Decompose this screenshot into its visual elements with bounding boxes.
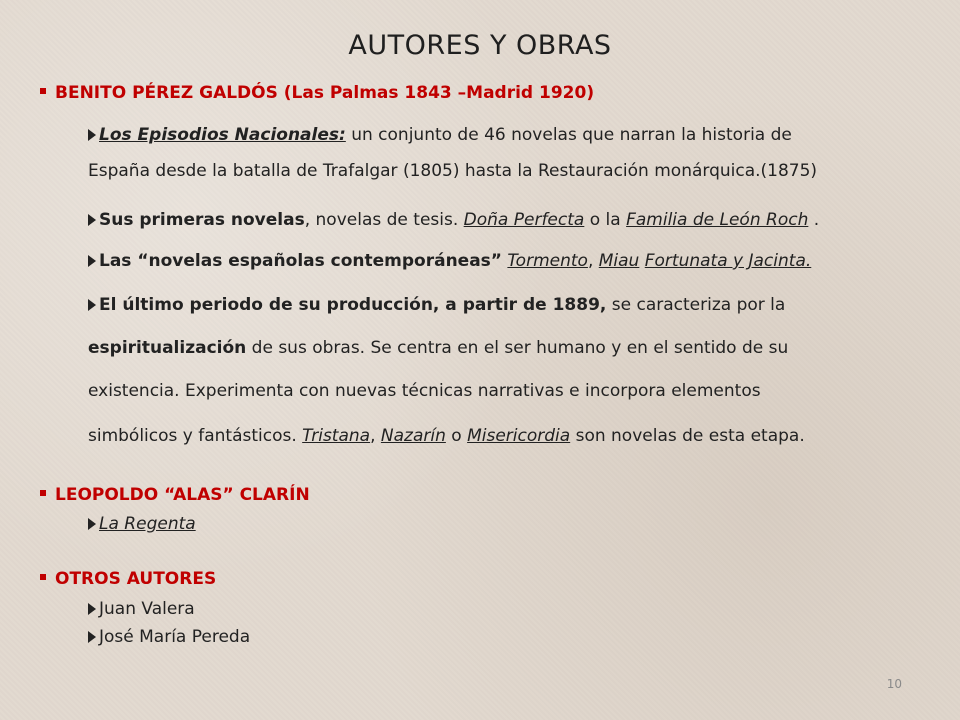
- ultimo-bold: El último periodo de su producción, a partir de 1889,: [99, 295, 607, 315]
- work-dona-perfecta: Doña Perfecta: [463, 210, 585, 230]
- clarin-heading-row: [40, 485, 310, 505]
- work-tormento: Tormento: [507, 251, 588, 271]
- bullet-square-icon: [40, 574, 46, 580]
- episodios-text-1: un conjunto de 46 novelas que narran la historia de: [345, 125, 792, 145]
- ultimo-end: son novelas de esta etapa.: [570, 426, 805, 446]
- work-tristana: Tristana: [302, 426, 371, 446]
- work-misericordia: Misericordia: [467, 426, 571, 446]
- contemp-sep-1: ,: [587, 251, 599, 271]
- episodios-title: Los Episodios Nacionales:: [99, 125, 346, 145]
- arrow-bullet-icon: [88, 255, 96, 267]
- episodios-line-1: [88, 125, 792, 145]
- page-number: 10: [886, 677, 902, 691]
- contemp-bold: Las “novelas españolas contemporáneas”: [99, 251, 502, 271]
- clarin-work-line: [88, 514, 196, 534]
- contemp-line: [88, 251, 811, 271]
- ultimo-line-2-bold: espiritualización: [88, 338, 247, 358]
- ultimo-sep-1: ,: [370, 426, 381, 446]
- ultimo-line-2: [88, 338, 788, 358]
- ultimo-line-3: existencia. Experimenta con nuevas técnicas narrativas e incorpora elementos: [88, 381, 761, 401]
- work-familia-leon-roch: Familia de León Roch: [626, 210, 809, 230]
- primeras-end: .: [808, 210, 820, 230]
- work-fortunata-jacinta: Fortunata y Jacinta.: [644, 251, 812, 271]
- otros-heading-row: [40, 569, 216, 589]
- arrow-bullet-icon: [88, 299, 96, 311]
- primeras-line: [88, 210, 819, 230]
- ultimo-line-2-text: de sus obras. Se centra en el ser humano y en el sentido de su: [246, 338, 789, 358]
- arrow-bullet-icon: [88, 129, 96, 141]
- otros-author-2-line: [88, 627, 250, 647]
- primeras-text: , novelas de tesis.: [304, 210, 464, 230]
- episodios-line-2: España desde la batalla de Trafalgar (1805) hasta la Restauración monárquica.(1875): [88, 161, 818, 181]
- bullet-square-icon: [40, 88, 46, 94]
- primeras-bold: Sus primeras novelas: [99, 210, 305, 230]
- author-jose-maria-pereda: José María Pereda: [99, 627, 251, 647]
- work-nazarin: Nazarín: [380, 426, 446, 446]
- ultimo-text: se caracteriza por la: [606, 295, 786, 315]
- slide-title: AUTORES Y OBRAS: [348, 30, 612, 61]
- galdos-heading-row: [40, 83, 594, 103]
- arrow-bullet-icon: [88, 214, 96, 226]
- work-la-regenta: La Regenta: [99, 514, 196, 534]
- arrow-bullet-icon: [88, 518, 96, 530]
- arrow-bullet-icon: [88, 603, 96, 615]
- ultimo-sep-2: o: [445, 426, 468, 446]
- galdos-heading: BENITO PÉREZ GALDÓS (Las Palmas 1843 –Madrid 1920): [55, 83, 595, 103]
- arrow-bullet-icon: [88, 631, 96, 643]
- ultimo-line-4-text: simbólicos y fantásticos.: [88, 426, 303, 446]
- primeras-mid: o la: [584, 210, 627, 230]
- work-miau: Miau: [598, 251, 640, 271]
- otros-author-1-line: [88, 599, 195, 619]
- ultimo-line-1: [88, 295, 785, 315]
- bullet-square-icon: [40, 490, 46, 496]
- ultimo-line-4: [88, 426, 805, 446]
- clarin-heading: LEOPOLDO “ALAS” CLARÍN: [55, 485, 310, 505]
- otros-heading: OTROS AUTORES: [55, 569, 217, 589]
- author-juan-valera: Juan Valera: [99, 599, 195, 619]
